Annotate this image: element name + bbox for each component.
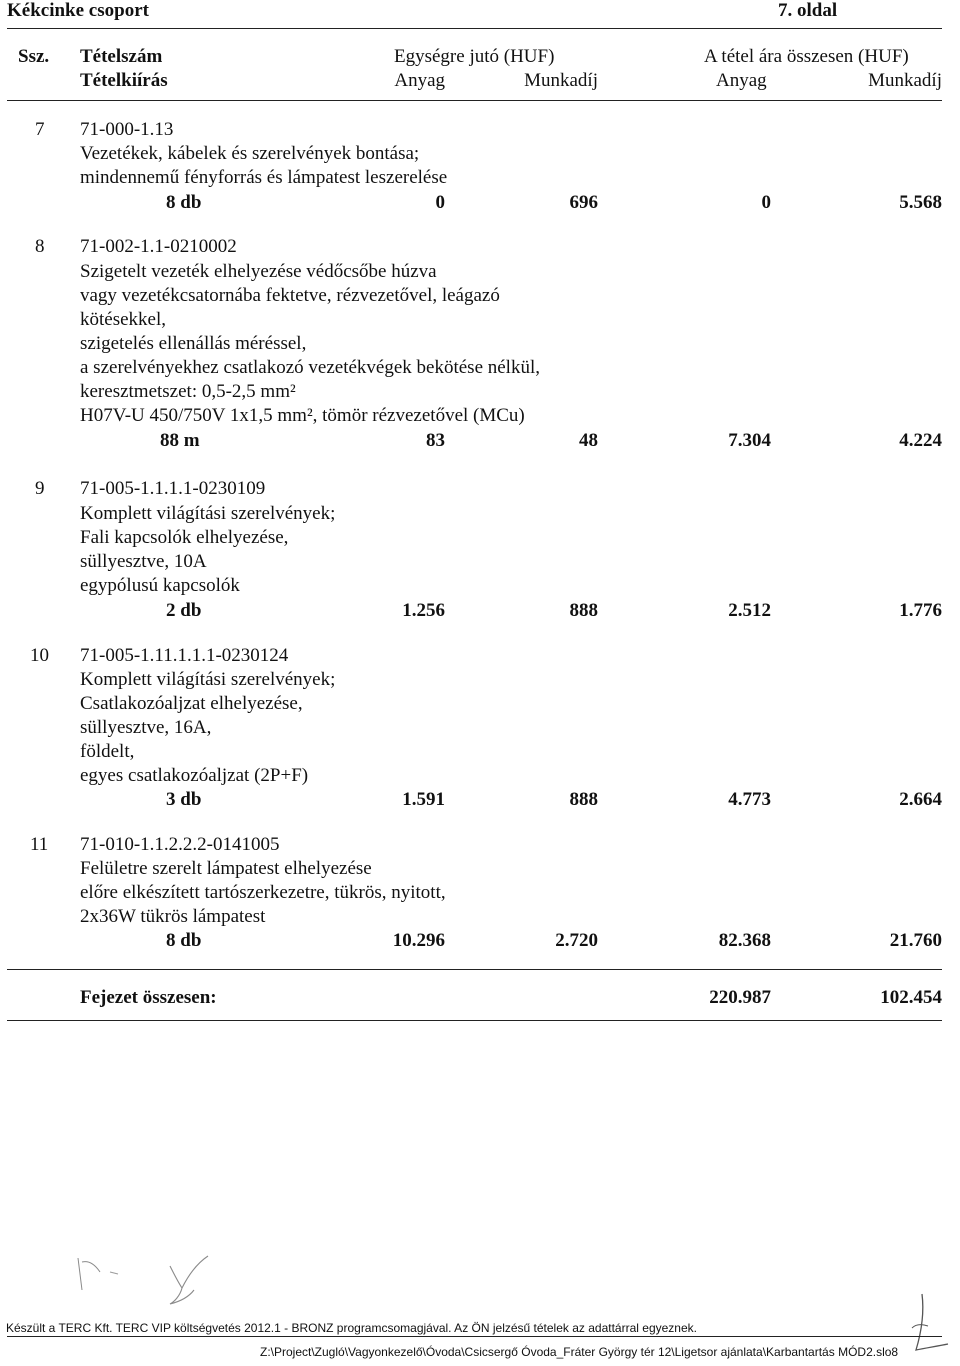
- item-quantity: 88 m: [160, 430, 200, 451]
- item-description-line: Csatlakozóaljzat elhelyezése,: [80, 693, 303, 714]
- chapter-total-label: Fejezet összesen:: [80, 987, 217, 1008]
- total-material-price: 2.512: [728, 600, 771, 621]
- unit-labour-price: 888: [569, 600, 598, 621]
- company-name: Kékcinke csoport: [7, 0, 149, 21]
- column-header-divider: [7, 100, 942, 101]
- unit-labour-price: 2.720: [555, 930, 598, 951]
- unit-material-price: 10.296: [392, 930, 445, 951]
- item-number: 9: [35, 478, 45, 499]
- signature-mark: [70, 1250, 250, 1310]
- item-code: 71-010-1.1.2.2.2-0141005: [80, 834, 280, 855]
- item-number: 7: [35, 119, 45, 140]
- unit-material-price: 83: [426, 430, 445, 451]
- initials-mark: [908, 1290, 958, 1360]
- item-description-line: 2x36W tükrös lámpatest: [80, 906, 266, 927]
- footer-divider: [7, 1336, 942, 1337]
- item-description-line: földelt,: [80, 741, 135, 762]
- item-quantity: 8 db: [166, 930, 202, 951]
- col-total-group: A tétel ára összesen (HUF): [704, 46, 909, 67]
- total-material-price: 7.304: [728, 430, 771, 451]
- item-description-line: egypólusú kapcsolók: [80, 575, 240, 596]
- total-labour-price: 4.224: [899, 430, 942, 451]
- total-labour-price: 21.760: [889, 930, 942, 951]
- col-num: Ssz.: [18, 46, 50, 67]
- item-description-line: a szerelvényekhez csatlakozó vezetékvégek bekötése nélkül,: [80, 357, 540, 378]
- summary-bottom-divider: [7, 1020, 942, 1021]
- total-labour-price: 5.568: [899, 192, 942, 213]
- col-total-material: Anyag: [716, 70, 767, 91]
- item-description-line: mindennemű fényforrás és lámpatest leszerelése: [80, 167, 448, 188]
- total-labour-price: 1.776: [899, 600, 942, 621]
- item-description-line: süllyesztve, 10A: [80, 551, 207, 572]
- total-labour-price: 2.664: [899, 789, 942, 810]
- item-description-line: Fali kapcsolók elhelyezése,: [80, 527, 289, 548]
- item-code: 71-002-1.1-0210002: [80, 236, 237, 257]
- summary-divider: [7, 969, 942, 970]
- unit-material-price: 1.591: [402, 789, 445, 810]
- col-unit-group: Egységre jutó (HUF): [394, 46, 555, 67]
- item-code: 71-000-1.13: [80, 119, 174, 140]
- unit-labour-price: 48: [579, 430, 598, 451]
- item-description-line: Komplett világítási szerelvények;: [80, 503, 336, 524]
- unit-material-price: 1.256: [402, 600, 445, 621]
- item-description-line: Vezetékek, kábelek és szerelvények bontása;: [80, 143, 420, 164]
- unit-labour-price: 696: [569, 192, 598, 213]
- item-description-line: Szigetelt vezeték elhelyezése védőcsőbe húzva: [80, 261, 437, 282]
- item-description-line: szigetelés ellenállás méréssel,: [80, 333, 307, 354]
- col-code: Tételszám: [80, 46, 163, 67]
- total-material-price: 0: [761, 192, 771, 213]
- col-desc: Tételkiírás: [80, 70, 168, 91]
- col-total-labour: Munkadíj: [868, 70, 942, 91]
- item-description-line: előre elkészített tartószerkezetre, tükrös, nyitott,: [80, 882, 446, 903]
- col-unit-labour: Munkadíj: [524, 70, 598, 91]
- item-number: 8: [35, 236, 45, 257]
- item-description-line: kötésekkel,: [80, 309, 167, 330]
- unit-material-price: 0: [435, 192, 445, 213]
- item-description-line: keresztmetszet: 0,5-2,5 mm²: [80, 381, 296, 402]
- header-divider: [7, 28, 942, 29]
- item-quantity: 3 db: [166, 789, 202, 810]
- item-description-line: Komplett világítási szerelvények;: [80, 669, 336, 690]
- item-description-line: süllyesztve, 16A,: [80, 717, 212, 738]
- item-quantity: 8 db: [166, 192, 202, 213]
- chapter-total-material: 220.987: [709, 987, 771, 1008]
- item-quantity: 2 db: [166, 600, 202, 621]
- item-number: 11: [30, 834, 49, 855]
- page-number: 7. oldal: [778, 0, 838, 21]
- total-material-price: 82.368: [718, 930, 771, 951]
- item-description-line: H07V-U 450/750V 1x1,5 mm², tömör rézvezetővel (MCu): [80, 405, 525, 426]
- chapter-total-labour: 102.454: [880, 987, 942, 1008]
- item-description-line: vagy vezetékcsatornába fektetve, rézvezetővel, leágazó: [80, 285, 500, 306]
- total-material-price: 4.773: [728, 789, 771, 810]
- footer-generated-note: Készült a TERC Kft. TERC VIP költségvetés 2012.1 - BRONZ programcsomagjával. Az ÖN jelzésű tételek az adattárral egyeznek.: [6, 1321, 697, 1335]
- footer-file-path: Z:\Project\Zugló\Vagyonkezelő\Óvoda\Csicsergő Óvoda_Fráter György tér 12\Ligetsor ajánlata\Karbantartás MÓD2.slo8: [260, 1345, 899, 1359]
- item-code: 71-005-1.11.1.1.1-0230124: [80, 645, 289, 666]
- item-description-line: Felületre szerelt lámpatest elhelyezése: [80, 858, 372, 879]
- item-number: 10: [30, 645, 49, 666]
- item-code: 71-005-1.1.1.1-0230109: [80, 478, 266, 499]
- unit-labour-price: 888: [569, 789, 598, 810]
- item-description-line: egyes csatlakozóaljzat (2P+F): [80, 765, 309, 786]
- col-unit-material: Anyag: [394, 70, 445, 91]
